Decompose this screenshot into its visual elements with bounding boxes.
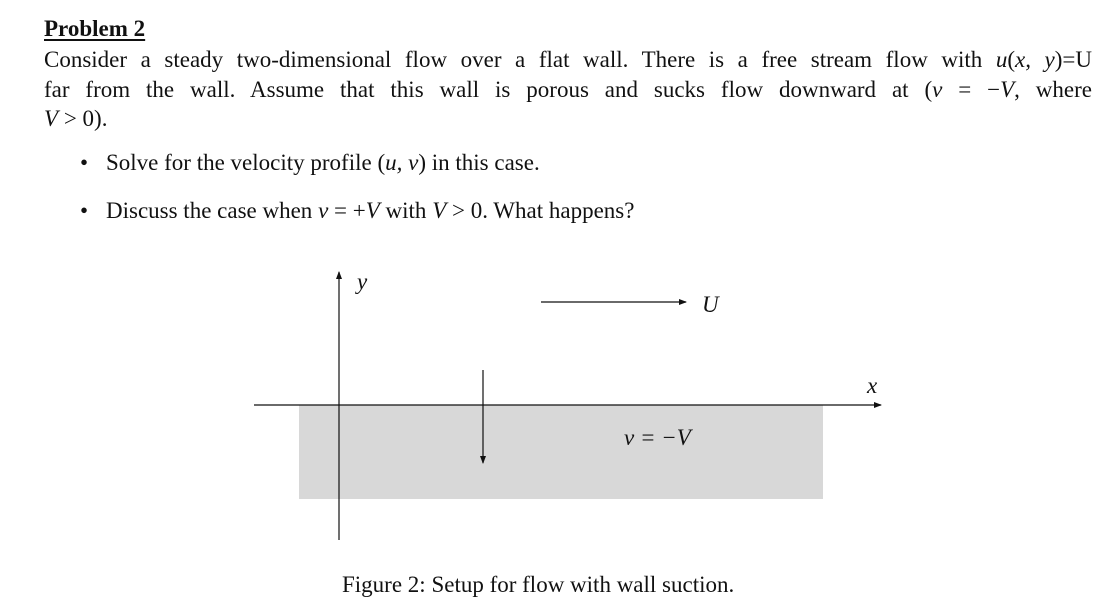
x-axis-label: x: [867, 373, 878, 398]
bullet-marker: •: [80, 198, 89, 223]
suction-label: v = −V: [624, 425, 691, 450]
paragraph-line-2: far from the wall. Assume that this wall is porous and sucks flow downward at (v = −V, where: [44, 76, 1092, 102]
list-item: • Discuss the case when v = +V with V > 0. What happens?: [80, 198, 635, 223]
porous-wall: [299, 405, 823, 499]
y-axis-label: y: [357, 269, 368, 294]
bullet-marker: •: [80, 150, 89, 175]
list-item: • Solve for the velocity profile (u, v) in this case.: [80, 150, 540, 175]
figure-caption: Figure 2: Setup for flow with wall suction.: [342, 572, 735, 597]
paragraph-line-3: V > 0).: [44, 106, 108, 131]
paragraph-line-1: Consider a steady two-dimensional flow over a flat wall. There is a free stream flow with u(x, y)=U: [44, 47, 1093, 72]
freestream-label: U: [702, 292, 719, 317]
problem-title: Problem 2: [44, 16, 146, 41]
